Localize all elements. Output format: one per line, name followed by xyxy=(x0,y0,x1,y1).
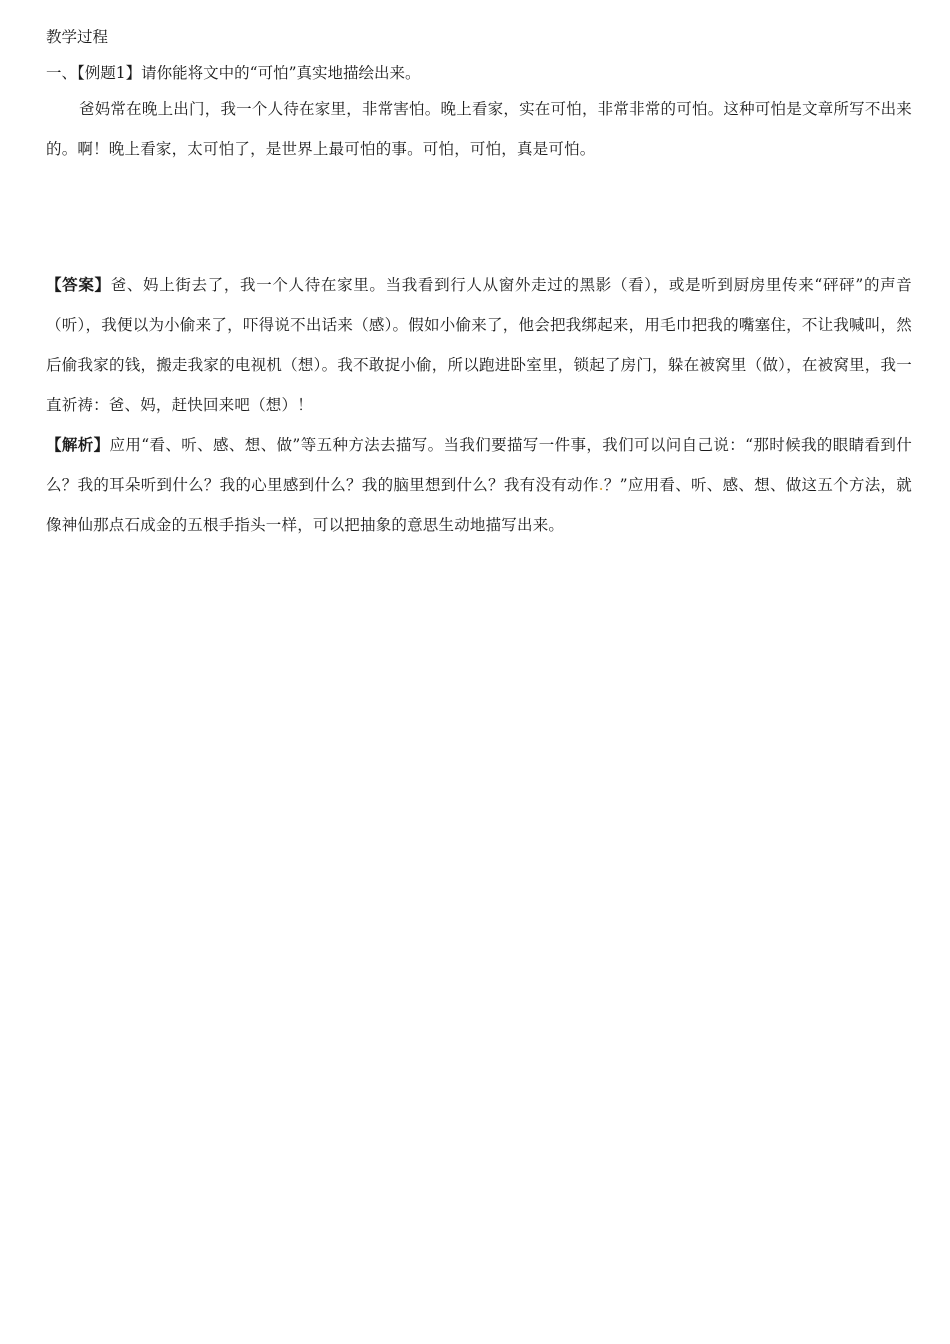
question-text: 请你能将文中的“可怕”真实地描绘出来。 xyxy=(141,64,421,82)
question-tag: 【例题1】 xyxy=(77,64,142,82)
example-passage: 爸妈常在晚上出门，我一个人待在家里，非常害怕。晚上看家，实在可怕，非常非常的可怕。这种可怕是文章所写不出来的。啊！晚上看家，太可怕了，是世界上最可怕的事。可怕，可怕，真是可怕。 xyxy=(46,100,912,158)
answer-paragraph xyxy=(46,265,912,425)
question-line xyxy=(46,63,421,83)
analysis-dot: . xyxy=(598,476,604,494)
analysis-tag: 【解析】 xyxy=(46,435,110,454)
analysis-paragraph xyxy=(46,425,912,545)
analysis-text-1: 应用“看、听、感、想、做”等五种方法去描写。当我们要描写一件事，我们可以问自己说：“那时候我的眼睛看到什么？我的耳朵听到什么？我的心里感到什么？我的脑里想到什么？我有没有动作 xyxy=(46,436,912,494)
analysis-text-2: ？”应用看、听、感、想、做这五个方法，就像神仙那点石成金的五根手指头一样，可以把抽象的意思生动地描写出来。 xyxy=(46,476,912,534)
section-heading: 教学过程 xyxy=(46,28,109,46)
answer-text: 爸、妈上街去了，我一个人待在家里。当我看到行人从窗外走过的黑影（看），或是听到厨房里传来“砰砰”的声音（听），我便以为小偷来了，吓得说不出话来（感）。假如小偷来了，他会把我绑起来，用毛巾把我的嘴塞住，不让我喊叫，然后偷我家的钱，搬走我家的电视机（想）。我不敢捉小偷，所以跑进卧室里，锁起了房门，躲在被窝里（做），在被窝里，我一直祈祷：爸、妈，赶快回来吧（想）！ xyxy=(46,276,912,414)
question-prefix: 一、 xyxy=(46,64,78,82)
answer-tag: 【答案】 xyxy=(46,275,111,294)
